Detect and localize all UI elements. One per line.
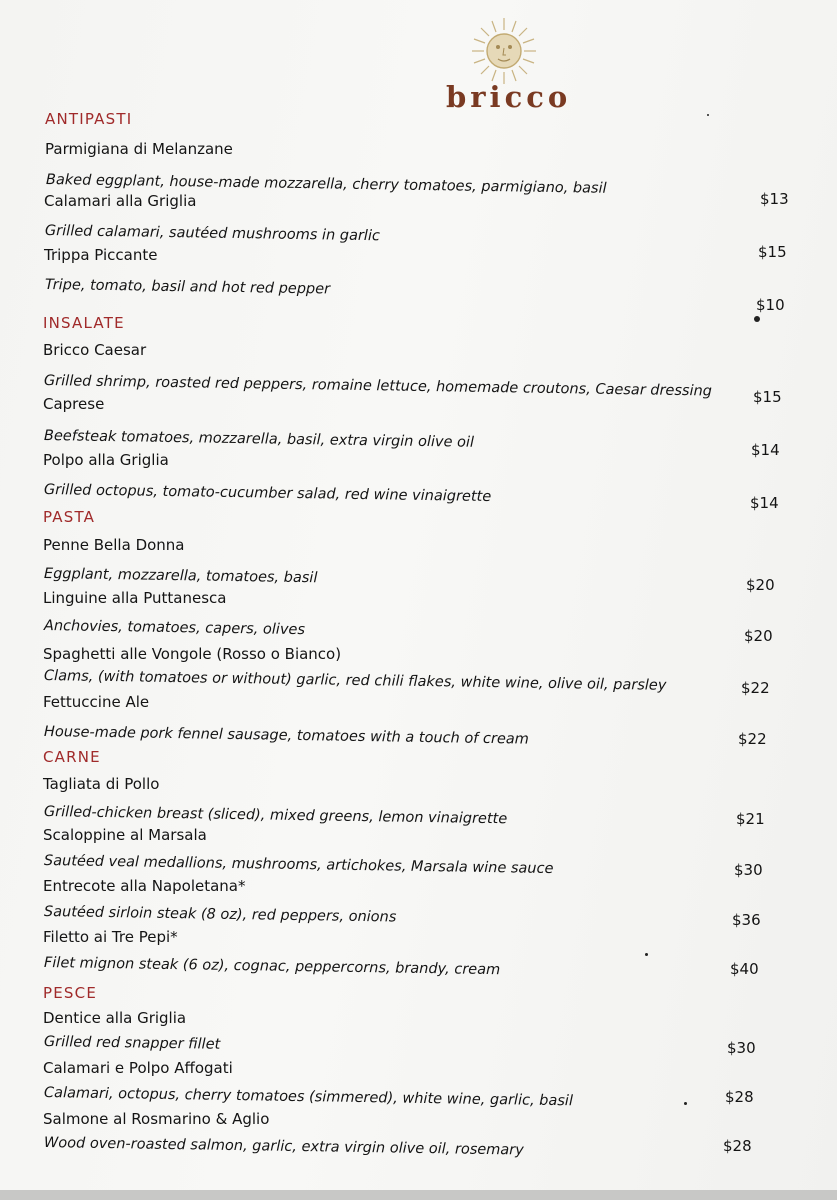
dish-price: $30	[727, 1039, 756, 1057]
dish-name: Tagliata di Pollo	[43, 775, 160, 793]
dish-name: Spaghetti alle Vongole (Rosso o Bianco)	[43, 645, 342, 663]
dish-price: $10	[756, 296, 785, 314]
dish-name: Entrecote alla Napoletana*	[43, 877, 246, 895]
dish-description: Sautéed veal medallions, mushrooms, artichokes, Marsala wine sauce	[43, 853, 554, 878]
dish-price: $15	[753, 388, 782, 406]
paper-speck	[645, 953, 648, 956]
dish-name: Bricco Caesar	[43, 341, 147, 359]
dish-name: Scaloppine al Marsala	[43, 826, 207, 844]
dish-description: Calamari, octopus, cherry tomatoes (simmered), white wine, garlic, basil	[43, 1085, 574, 1110]
dish-description: Sautéed sirloin steak (8 oz), red peppers, onions	[43, 904, 397, 926]
dish-price: $20	[746, 576, 775, 594]
dish-price: $40	[730, 960, 759, 978]
paper-speck	[754, 316, 760, 322]
dish-description: Grilled calamari, sautéed mushrooms in garlic	[44, 223, 381, 245]
dish-name: Filetto ai Tre Pepi*	[43, 928, 178, 946]
dish-description: Anchovies, tomatoes, capers, olives	[43, 618, 306, 639]
dish-price: $15	[758, 243, 787, 261]
dish-description: Grilled-chicken breast (sliced), mixed greens, lemon vinaigrette	[43, 804, 508, 828]
dish-name: Linguine alla Puttanesca	[43, 589, 227, 607]
dish-description: Grilled octopus, tomato-cucumber salad, red wine vinaigrette	[43, 482, 492, 506]
dish-description: House-made pork fennel sausage, tomatoes with a touch of cream	[43, 724, 529, 748]
dish-price: $28	[725, 1088, 754, 1106]
sun-logo-icon	[468, 16, 540, 86]
dish-name: Calamari e Polpo Affogati	[43, 1059, 233, 1077]
dish-price: $20	[744, 627, 773, 645]
dish-name: Fettuccine Ale	[43, 693, 150, 711]
page-bottom-edge	[0, 1190, 837, 1200]
dish-price: $36	[732, 911, 761, 929]
section-heading-carne: CARNE	[43, 748, 101, 766]
dish-description: Grilled red snapper fillet	[43, 1034, 221, 1053]
dish-description: Grilled shrimp, roasted red peppers, romaine lettuce, homemade croutons, Caesar dressing	[43, 373, 713, 400]
dish-description: Eggplant, mozzarella, tomatoes, basil	[43, 566, 318, 587]
dish-price: $22	[738, 730, 767, 748]
dish-description: Clams, (with tomatoes or without) garlic, red chili flakes, white wine, olive oil, parsley	[43, 668, 667, 694]
section-heading-antipasti: ANTIPASTI	[45, 110, 133, 128]
section-heading-insalate: INSALATE	[43, 314, 125, 332]
dish-name: Penne Bella Donna	[43, 536, 185, 554]
dish-description: Filet mignon steak (6 oz), cognac, peppercorns, brandy, cream	[43, 955, 501, 979]
dish-price: $30	[734, 861, 763, 879]
dish-name: Calamari alla Griglia	[44, 192, 197, 210]
dish-price: $21	[736, 810, 765, 828]
dish-description: Tripe, tomato, basil and hot red pepper	[44, 277, 331, 298]
dish-price: $14	[751, 441, 780, 459]
dish-name: Caprese	[43, 395, 105, 413]
dish-price: $22	[741, 679, 770, 697]
dish-description: Baked eggplant, house-made mozzarella, cherry tomatoes, parmigiano, basil	[45, 172, 607, 197]
dish-price: $14	[750, 494, 779, 512]
dish-name: Salmone al Rosmarino & Aglio	[43, 1110, 270, 1128]
paper-speck	[707, 114, 709, 116]
dish-name: Dentice alla Griglia	[43, 1009, 187, 1027]
dish-description: Wood oven-roasted salmon, garlic, extra virgin olive oil, rosemary	[43, 1135, 524, 1159]
dish-description: Beefsteak tomatoes, mozzarella, basil, extra virgin olive oil	[43, 428, 475, 451]
dish-name: Polpo alla Griglia	[43, 451, 169, 469]
section-heading-pesce: PESCE	[43, 984, 97, 1002]
section-heading-pasta: PASTA	[43, 508, 96, 526]
paper-speck	[684, 1102, 687, 1105]
dish-name: Parmigiana di Melanzane	[45, 140, 233, 158]
dish-name: Trippa Piccante	[44, 246, 158, 264]
dish-price: $28	[723, 1137, 752, 1155]
restaurant-logo-text: bricco	[446, 80, 572, 114]
dish-price: $13	[760, 190, 789, 208]
